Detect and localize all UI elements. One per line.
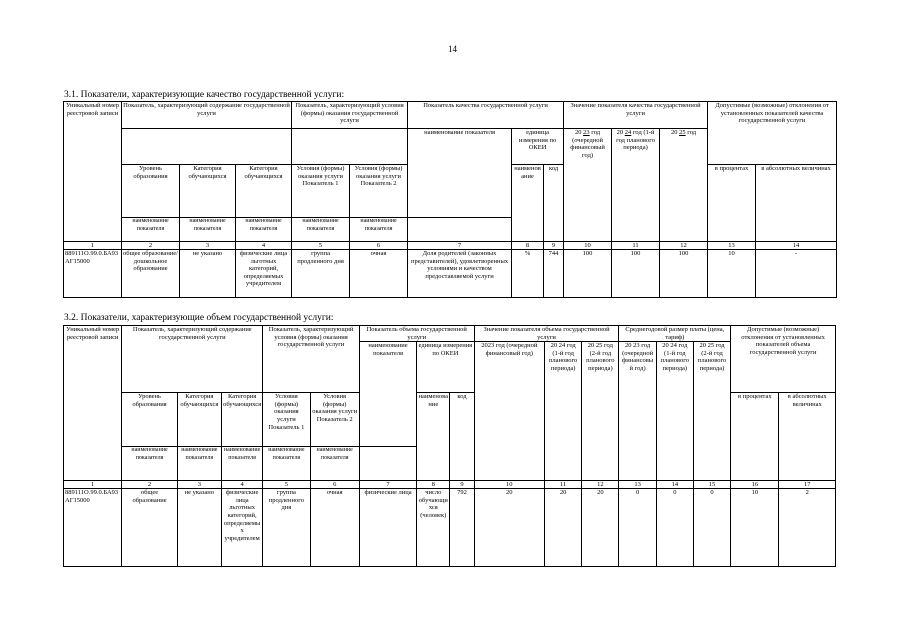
v-h-reg: Уникальный номер реестровой записи (64, 326, 122, 481)
p-year-2: 20 24 год (1-й год планового периода) (656, 342, 693, 481)
v-pn: наименование показателя (221, 447, 262, 481)
v-pn: наименование показателя (122, 447, 177, 481)
v-u-code: код (450, 393, 474, 481)
q-d-pct: в процентах (708, 165, 756, 242)
q-num: 14 (756, 242, 837, 250)
v-c-cond2: Условия (формы) оказания услуги Показатель 2 (310, 393, 359, 447)
q-num: 10 (564, 242, 612, 250)
v-h-value: Значение показателя объема государственной услуги (474, 326, 619, 342)
q-num: 5 (292, 242, 350, 250)
v-cell-cond2: очная (310, 489, 359, 567)
v-cell-reg: 889111О.99.0.БА93АГ15000 (64, 489, 122, 567)
p-cell-1: 0 (619, 489, 656, 567)
q-cell-cond1: группа продленного дня (292, 250, 350, 298)
q-num: 9 (544, 242, 564, 250)
q-pn: наименование показателя (236, 218, 292, 242)
v-h-content: Показатель, характеризующий содержание государственной услуги (122, 326, 263, 393)
v-c-cond1: Условия (формы) оказания услуги Показатель 1 (263, 393, 310, 447)
q-c-cond2: Условия (формы) оказания услуги Показатель 2 (350, 165, 408, 218)
v-h-dev: Допустимые (возможные) отклонения от установленных показателей объема государственной услуги (731, 326, 836, 393)
q-c-cat2: Категория обучающихся (236, 165, 292, 218)
q-h-dev: Допустимые (возможные) отклонения от установленных показателей качества государственной услуги (708, 102, 837, 165)
q-cell-cat2: физические лица льготных категорий, определяемых учредителем (236, 250, 292, 298)
v-cell-pct: 10 (731, 489, 779, 567)
p-cell-3: 0 (693, 489, 730, 567)
q-num: 3 (180, 242, 236, 250)
q-cell-v2: 100 (612, 250, 660, 298)
q-num: 8 (512, 242, 544, 250)
q-c-cat: Категория обучающихся (180, 165, 236, 218)
v-num: 9 (450, 481, 474, 489)
q-h-quality: Показатель качества государственной услуги (408, 102, 564, 129)
v-cell-level: общее образование (122, 489, 177, 567)
q-h-content: Показатель, характеризующий содержание государственной услуги (122, 102, 292, 129)
v-cell-unit: число обучающихся (человек) (417, 489, 450, 567)
q-cell-pct: 10 (708, 250, 756, 298)
v-num: 10 (474, 481, 544, 489)
v-num: 15 (693, 481, 730, 489)
q-cell-indicator: Доля родителей (законных представителей), удовлетворенных условиями и качеством предоставляемой услуги (408, 250, 512, 298)
q-num: 12 (660, 242, 708, 250)
q-cell-abs: - (756, 250, 837, 298)
v-cell-code: 792 (450, 489, 474, 567)
v-cell-v2: 20 (545, 489, 582, 567)
v-c-level: Уровень образования (122, 393, 177, 447)
v-cell-v1: 20 (474, 489, 544, 567)
v-num: 4 (221, 481, 262, 489)
v-year-1: 2023 год (очередной финансовый год) (474, 342, 544, 481)
q-c-cond1: Условия (формы) оказания услуги Показатель 1 (292, 165, 350, 218)
v-num: 17 (779, 481, 836, 489)
v-num: 5 (263, 481, 310, 489)
v-c-cat: Категория обучающихся (177, 393, 221, 447)
v-num: 8 (417, 481, 450, 489)
v-h-cond: Показатель, характеризующий условия (формы) оказания государственной услуги (263, 326, 360, 393)
v-d-abs: в абсолютных величинах (779, 393, 836, 481)
q-pn: наименование показателя (350, 218, 408, 242)
v-num: 12 (582, 481, 619, 489)
v-num: 14 (656, 481, 693, 489)
v-cell-cond1: группа продленного дня (263, 489, 310, 567)
v-num: 2 (122, 481, 177, 489)
v-cell-indicator: физические лица (359, 489, 416, 567)
v-year-3: 20 25 год (2-й год планового периода) (582, 342, 619, 481)
q-num: 2 (122, 242, 180, 250)
v-cell-cat: не указано (177, 489, 221, 567)
v-num: 3 (177, 481, 221, 489)
q-cell-level: общее образование/ дошкольное образование (122, 250, 180, 298)
q-year-3: 20 25 год (660, 129, 708, 242)
v-cell-abs: 2 (779, 489, 836, 567)
v-cell-cat2: физические лица льготных категорий, определяемых учредителем (221, 489, 262, 567)
q-pn: наименование показателя (292, 218, 350, 242)
v-cell-v3: 20 (582, 489, 619, 567)
q-pn: наименование показателя (122, 218, 180, 242)
p-year-3: 20 25 год (2-й год планового периода) (693, 342, 730, 481)
section-3-2-title: 3.2. Показатели, характеризующие объем государственной услуги: (64, 313, 334, 323)
q-cell-v1: 100 (564, 250, 612, 298)
q-h-value: Значение показателя качества государственной услуги (564, 102, 708, 129)
q-u-name: наименование (512, 165, 544, 242)
v-num: 11 (545, 481, 582, 489)
q-h-unit: единица измерения по ОКЕИ (512, 129, 564, 165)
v-num: 16 (731, 481, 779, 489)
q-num: 1 (64, 242, 122, 250)
quality-table (63, 101, 837, 298)
q-num: 4 (236, 242, 292, 250)
v-d-pct: в процентах (731, 393, 779, 481)
q-num: 7 (408, 242, 512, 250)
q-cell-reg: 889111О.99.0.БА93АГ15000 (64, 250, 122, 298)
v-pn: наименование показателя (177, 447, 221, 481)
v-pn: наименование показателя (263, 447, 310, 481)
q-cell-cat: не указано (180, 250, 236, 298)
v-u-name: наименование (417, 393, 450, 481)
v-num: 7 (359, 481, 416, 489)
q-cell-v3: 100 (660, 250, 708, 298)
q-d-abs: в абсолютных величинах (756, 165, 837, 242)
q-h-reg: Уникальный номер реестровой записи (64, 102, 122, 242)
volume-table (63, 325, 836, 567)
v-c-cat2: Категория обучающихся (221, 393, 262, 447)
p-year-1: 20 23 год (очередной финансовый год) (619, 342, 656, 481)
q-cell-unit: % (512, 250, 544, 298)
q-num: 13 (708, 242, 756, 250)
v-h-vol: Показатель объема государственной услуги (359, 326, 474, 342)
q-num: 6 (350, 242, 408, 250)
v-h-unit: единица измерения по ОКЕИ (417, 342, 474, 393)
v-h-name: наименование показателя (359, 342, 416, 447)
v-num: 6 (310, 481, 359, 489)
v-h-price: Среднегодовой размер платы (цена, тариф) (619, 326, 731, 342)
q-cell-cond2: очная (350, 250, 408, 298)
v-num: 1 (64, 481, 122, 489)
v-num: 13 (619, 481, 656, 489)
q-h-name: наименование показателя (408, 129, 512, 218)
q-cell-code: 744 (544, 250, 564, 298)
q-year-2: 20 24 год (1-й год планового периода) (612, 129, 660, 242)
q-year-1: 20 23 год (очередной финансовый год) (564, 129, 612, 242)
q-h-cond: Показатель, характеризующий условия (формы) оказания государственной услуги (292, 102, 408, 129)
q-num: 11 (612, 242, 660, 250)
v-pn: наименование показателя (310, 447, 359, 481)
v-year-2: 20 24 год (1-й год планового периода) (545, 342, 582, 481)
q-pn: наименование показателя (180, 218, 236, 242)
page-number: 14 (448, 44, 457, 54)
q-u-code: код (544, 165, 564, 242)
section-3-1-title: 3.1. Показатели, характеризующие качество государственной услуги: (64, 90, 345, 100)
q-c-level: Уровень образования (122, 165, 180, 218)
p-cell-2: 0 (656, 489, 693, 567)
